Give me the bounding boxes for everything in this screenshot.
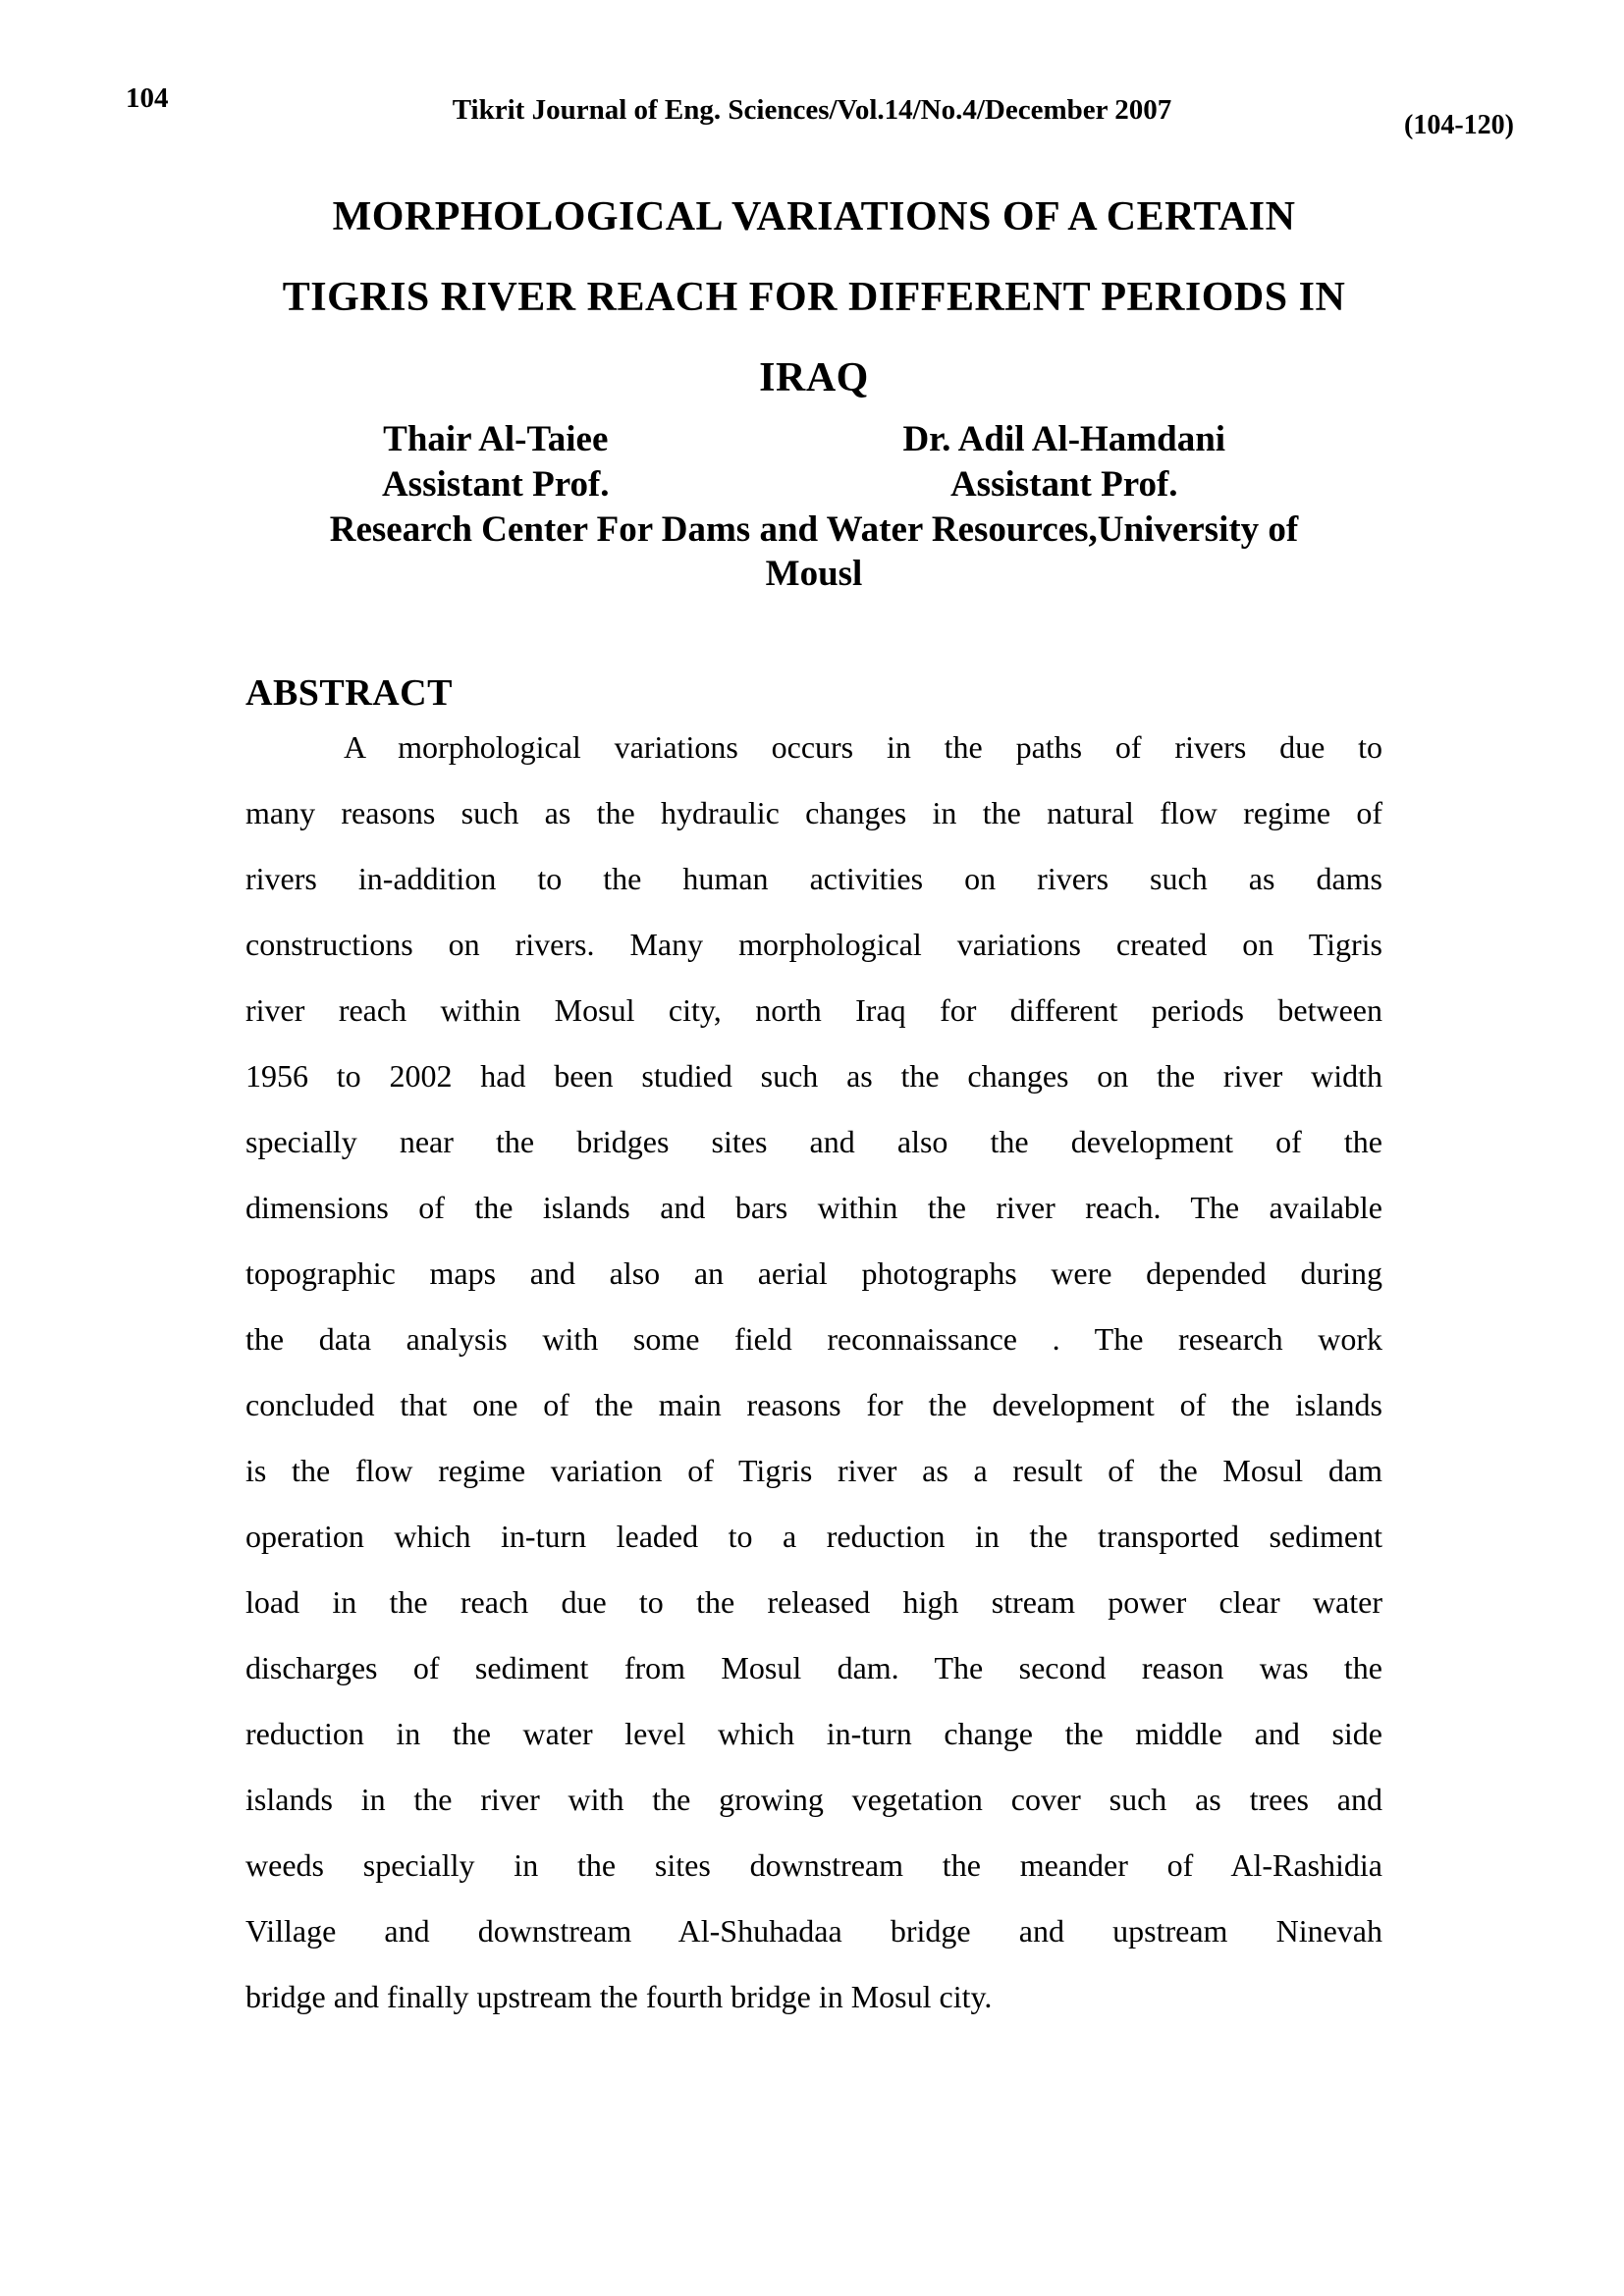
- author-2: [746, 417, 1382, 507]
- abstract-line: A morphological variations occurs in the paths of rivers due to: [344, 729, 1382, 765]
- authors-row: [245, 417, 1382, 507]
- page-range: (104-120): [1404, 110, 1514, 140]
- author-1-role: Assistant Prof.: [381, 464, 610, 505]
- page-number: 104: [126, 82, 169, 114]
- abstract-line: river reach within Mosul city, north Iraq for different periods between: [245, 992, 1382, 1028]
- author-1: [245, 417, 746, 507]
- abstract-line: topographic maps and also an aerial photographs were depended during: [245, 1255, 1382, 1291]
- article-title-line-3: IRAQ: [759, 355, 869, 400]
- article-title-line-2: TIGRIS RIVER REACH FOR DIFFERENT PERIODS IN: [282, 275, 1346, 320]
- affiliation-line-2: Mousl: [765, 554, 863, 594]
- abstract-line: operation which in-turn leaded to a reduction in the transported sediment: [245, 1519, 1382, 1554]
- affiliation: [245, 507, 1382, 596]
- abstract-line: rivers in-addition to the human activities on rivers such as dams: [245, 861, 1382, 896]
- abstract-line: islands in the river with the growing vegetation cover such as trees and: [245, 1782, 1382, 1817]
- author-2-name: Dr. Adil Al-Hamdani: [902, 419, 1226, 459]
- author-2-role: Assistant Prof.: [949, 464, 1178, 505]
- abstract-line: reduction in the water level which in-turn change the middle and side: [245, 1716, 1382, 1751]
- abstract-line: Village and downstream Al-Shuhadaa bridge and upstream Ninevah: [245, 1913, 1382, 1949]
- abstract-line: 1956 to 2002 had been studied such as the changes on the river width: [245, 1058, 1382, 1094]
- abstract-line: discharges of sediment from Mosul dam. The second reason was the: [245, 1650, 1382, 1685]
- abstract-line: bridge and finally upstream the fourth bridge in Mosul city.: [245, 1979, 993, 2014]
- authors-block: [245, 417, 1382, 596]
- article-title-line-1: MORPHOLOGICAL VARIATIONS OF A CERTAIN: [332, 194, 1296, 240]
- author-1-name: Thair Al-Taiee: [383, 419, 609, 459]
- abstract-line: concluded that one of the main reasons for the development of the islands: [245, 1387, 1382, 1422]
- abstract-heading: ABSTRACT: [245, 672, 453, 714]
- affiliation-line-1: Research Center For Dams and Water Resources,University of: [329, 509, 1299, 550]
- abstract-line: constructions on rivers. Many morphological variations created on Tigris: [245, 927, 1382, 962]
- abstract-line: weeds specially in the sites downstream the meander of Al-Rashidia: [245, 1847, 1382, 1883]
- abstract-line: the data analysis with some field reconnaissance . The research work: [245, 1321, 1382, 1357]
- journal-header: Tikrit Journal of Eng. Sciences/Vol.14/No.4/December 2007: [452, 94, 1172, 126]
- abstract-line: dimensions of the islands and bars within the river reach. The available: [245, 1190, 1382, 1225]
- abstract-line: specially near the bridges sites and also the development of the: [245, 1124, 1382, 1159]
- article-title: [245, 177, 1382, 418]
- abstract-paragraph: [245, 715, 1382, 2030]
- abstract-line: load in the reach due to the released high stream power clear water: [245, 1584, 1382, 1620]
- abstract-line: many reasons such as the hydraulic changes in the natural flow regime of: [245, 795, 1382, 830]
- abstract-line: is the flow regime variation of Tigris river as a result of the Mosul dam: [245, 1453, 1382, 1488]
